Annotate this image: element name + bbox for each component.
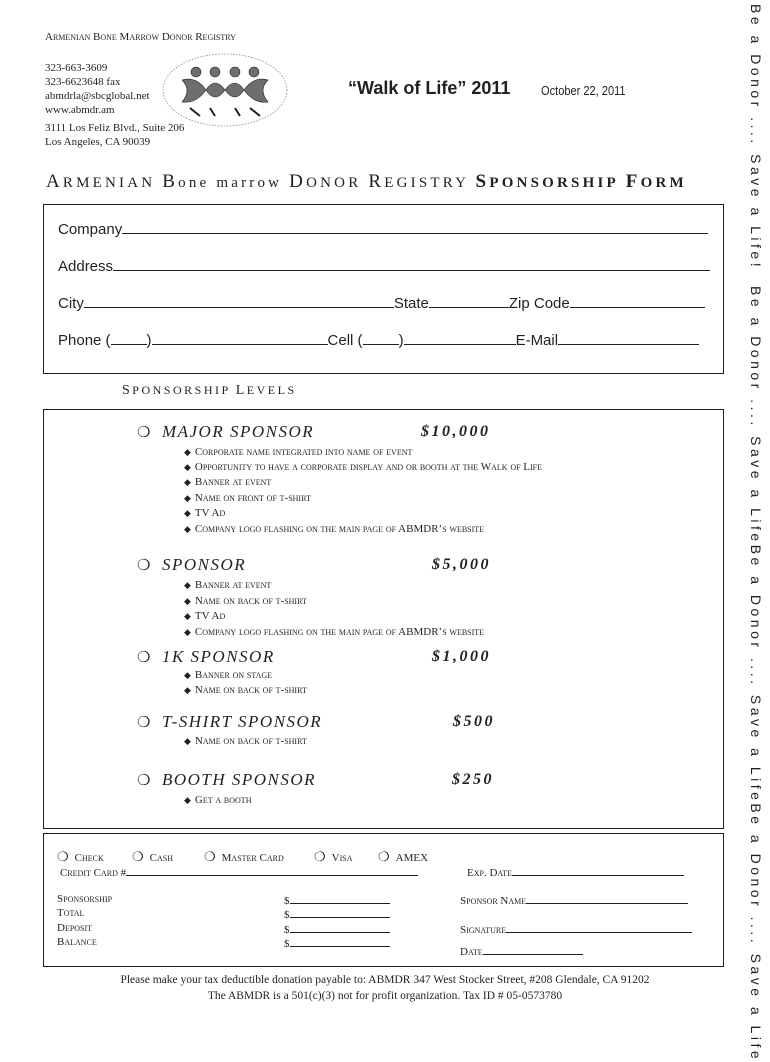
radio-circle-icon[interactable]: ❍: [314, 849, 326, 864]
cell-area-input[interactable]: [363, 330, 399, 345]
email-label: E-Mail: [515, 332, 559, 349]
exp-date-row: Exp. Date: [467, 865, 684, 879]
total-amount: $: [284, 907, 390, 921]
fax-number: 323-6623648 fax: [45, 76, 121, 88]
address-label: Address: [58, 258, 114, 275]
benefit-item: ◆ Company logo flashing on the main page of ABMDR’s website: [184, 626, 485, 638]
total-label: Total: [57, 907, 85, 919]
benefit-item: ◆ Name on back of t-shirt: [184, 684, 307, 696]
benefit-item: ◆ TV Ad: [184, 610, 226, 622]
form-title: ARMENIAN Bone marrow DONOR REGISTRY SPONSORSHIP FORM: [46, 171, 687, 192]
side-slogan-1: Be a Donor .... Save a Life!: [748, 4, 764, 271]
diamond-bullet-icon: ◆: [184, 447, 191, 457]
diamond-bullet-icon: ◆: [184, 795, 191, 805]
diamond-bullet-icon: ◆: [184, 580, 191, 590]
sponsorship-amount-input[interactable]: [290, 893, 390, 904]
diamond-bullet-icon: ◆: [184, 493, 191, 503]
city-label: City: [58, 295, 84, 312]
level-price: $500: [453, 713, 495, 730]
radio-circle-icon[interactable]: ❍: [132, 849, 144, 864]
sponsorship-label: Sponsorship: [57, 893, 113, 905]
credit-card-input[interactable]: [126, 865, 418, 876]
radio-circle-icon[interactable]: ❍: [137, 773, 152, 789]
sponsor-name-row: Sponsor Name: [460, 893, 688, 907]
footer-donation-info: Please make your tax deductible donation payable to: ABMDR 347 West Stocker Street, #208 Glendale, CA 91202: [120, 974, 650, 986]
phone-number: 323-663-3609: [45, 62, 108, 74]
phone-paren: ): [146, 332, 152, 349]
deposit-amount: $: [284, 922, 390, 936]
cell-paren: ): [398, 332, 404, 349]
diamond-bullet-icon: ◆: [184, 524, 191, 534]
city-input[interactable]: [84, 293, 394, 308]
diamond-bullet-icon: ◆: [184, 611, 191, 621]
phone-label: Phone (: [58, 332, 111, 349]
diamond-bullet-icon: ◆: [184, 670, 191, 680]
phone-input[interactable]: [152, 330, 328, 345]
level-price: $5,000: [432, 556, 491, 573]
level-1k-sponsor[interactable]: ❍ 1K SPONSOR: [137, 647, 275, 666]
balance-amount: $: [284, 936, 390, 950]
payment-amex-option[interactable]: ❍ AMEX: [378, 849, 429, 864]
benefit-item: ◆ Banner on stage: [184, 669, 273, 681]
sponsorship-levels-heading: SPONSORSHIP LEVELS: [122, 383, 297, 398]
diamond-bullet-icon: ◆: [184, 462, 191, 472]
phone-row: [58, 330, 699, 349]
sponsor-name-input[interactable]: [526, 893, 688, 904]
benefit-item: ◆ Banner at event: [184, 476, 272, 488]
credit-card-row: Credit Card #: [60, 865, 418, 879]
benefit-item: ◆ Name on back of t-shirt: [184, 595, 307, 607]
benefit-item: ◆ Banner at event: [184, 579, 272, 591]
radio-circle-icon[interactable]: ❍: [137, 650, 152, 666]
email-input[interactable]: [558, 330, 699, 345]
benefit-item: ◆ Opportunity to have a corporate display and or booth at the Walk of Life: [184, 461, 543, 473]
payment-visa-option[interactable]: ❍ Visa: [314, 849, 353, 864]
benefit-item: ◆ Name on front of t-shirt: [184, 492, 311, 504]
date-row: Date: [460, 944, 583, 958]
company-input[interactable]: [122, 219, 708, 234]
level-price: $10,000: [421, 423, 491, 440]
balance-amount-input[interactable]: [290, 936, 390, 947]
address-line-2: Los Angeles, CA 90039: [45, 136, 151, 148]
radio-circle-icon[interactable]: ❍: [57, 849, 69, 864]
level-tshirt-sponsor[interactable]: ❍ T-SHIRT SPONSOR: [137, 712, 323, 731]
cell-input[interactable]: [404, 330, 516, 345]
benefit-item: ◆ Company logo flashing on the main page of ABMDR’s website: [184, 523, 485, 535]
phone-area-input[interactable]: [111, 330, 147, 345]
benefit-item: ◆ TV Ad: [184, 507, 226, 519]
zip-input[interactable]: [570, 293, 705, 308]
diamond-bullet-icon: ◆: [184, 596, 191, 606]
email-address[interactable]: abmdrla@sbcglobal.net: [45, 90, 150, 102]
side-slogan-2: Be a Donor .... Save a LifeBe a Donor .... Save a LifeBe a Donor .... Save a Life: [748, 286, 764, 1062]
diamond-bullet-icon: ◆: [184, 627, 191, 637]
balance-label: Balance: [57, 936, 97, 948]
level-price: $250: [452, 771, 494, 788]
diamond-bullet-icon: ◆: [184, 477, 191, 487]
address-row: [58, 256, 710, 275]
diamond-bullet-icon: ◆: [184, 736, 191, 746]
event-title: “Walk of Life” 2011: [348, 78, 511, 98]
state-input[interactable]: [429, 293, 509, 308]
zip-label: Zip Code: [508, 295, 570, 312]
footer-tax-info: The ABMDR is a 501(c)(3) not for profit organization. Tax ID # 05-0573780: [207, 990, 563, 1002]
diamond-bullet-icon: ◆: [184, 685, 191, 695]
payment-cash-option[interactable]: ❍ Cash: [132, 849, 173, 864]
event-date: October 22, 2011: [541, 83, 626, 98]
radio-circle-icon[interactable]: ❍: [137, 425, 152, 441]
benefit-item: ◆ Get a booth: [184, 794, 252, 806]
deposit-amount-input[interactable]: [290, 922, 390, 933]
benefit-item: ◆ Name on back of t-shirt: [184, 735, 307, 747]
radio-circle-icon[interactable]: ❍: [204, 849, 216, 864]
sponsorship-amount: $: [284, 893, 390, 907]
exp-date-input[interactable]: [512, 865, 684, 876]
org-name: Armenian Bone Marrow Donor Registry: [45, 31, 236, 43]
company-row: [58, 219, 708, 238]
payment-check-option[interactable]: ❍ Check: [57, 849, 104, 864]
signature-input[interactable]: [506, 922, 692, 933]
deposit-label: Deposit: [57, 922, 93, 934]
radio-circle-icon[interactable]: ❍: [137, 558, 152, 574]
website-link[interactable]: www.abmdr.am: [45, 104, 115, 116]
level-sponsor[interactable]: ❍ SPONSOR: [137, 555, 247, 574]
abmdr-logo-icon: [160, 50, 290, 130]
city-row: [58, 293, 705, 312]
radio-circle-icon[interactable]: ❍: [137, 715, 152, 731]
state-label: State: [393, 295, 429, 312]
level-price: $1,000: [432, 648, 491, 665]
total-amount-input[interactable]: [290, 907, 390, 918]
date-input[interactable]: [483, 944, 583, 955]
address-line-1: 3111 Los Feliz Blvd., Suite 206: [45, 122, 185, 134]
diamond-bullet-icon: ◆: [184, 508, 191, 518]
company-label: Company: [58, 221, 123, 238]
signature-row: Signature: [460, 922, 692, 936]
address-input[interactable]: [113, 256, 710, 271]
cell-label: Cell (: [327, 332, 363, 349]
radio-circle-icon[interactable]: ❍: [378, 849, 390, 864]
payment-mastercard-option[interactable]: ❍ Master Card: [204, 849, 284, 864]
level-major-sponsor[interactable]: ❍ MAJOR SPONSOR: [137, 422, 315, 441]
benefit-item: ◆ Corporate name integrated into name of event: [184, 446, 413, 458]
level-booth-sponsor[interactable]: ❍ BOOTH SPONSOR: [137, 770, 317, 789]
